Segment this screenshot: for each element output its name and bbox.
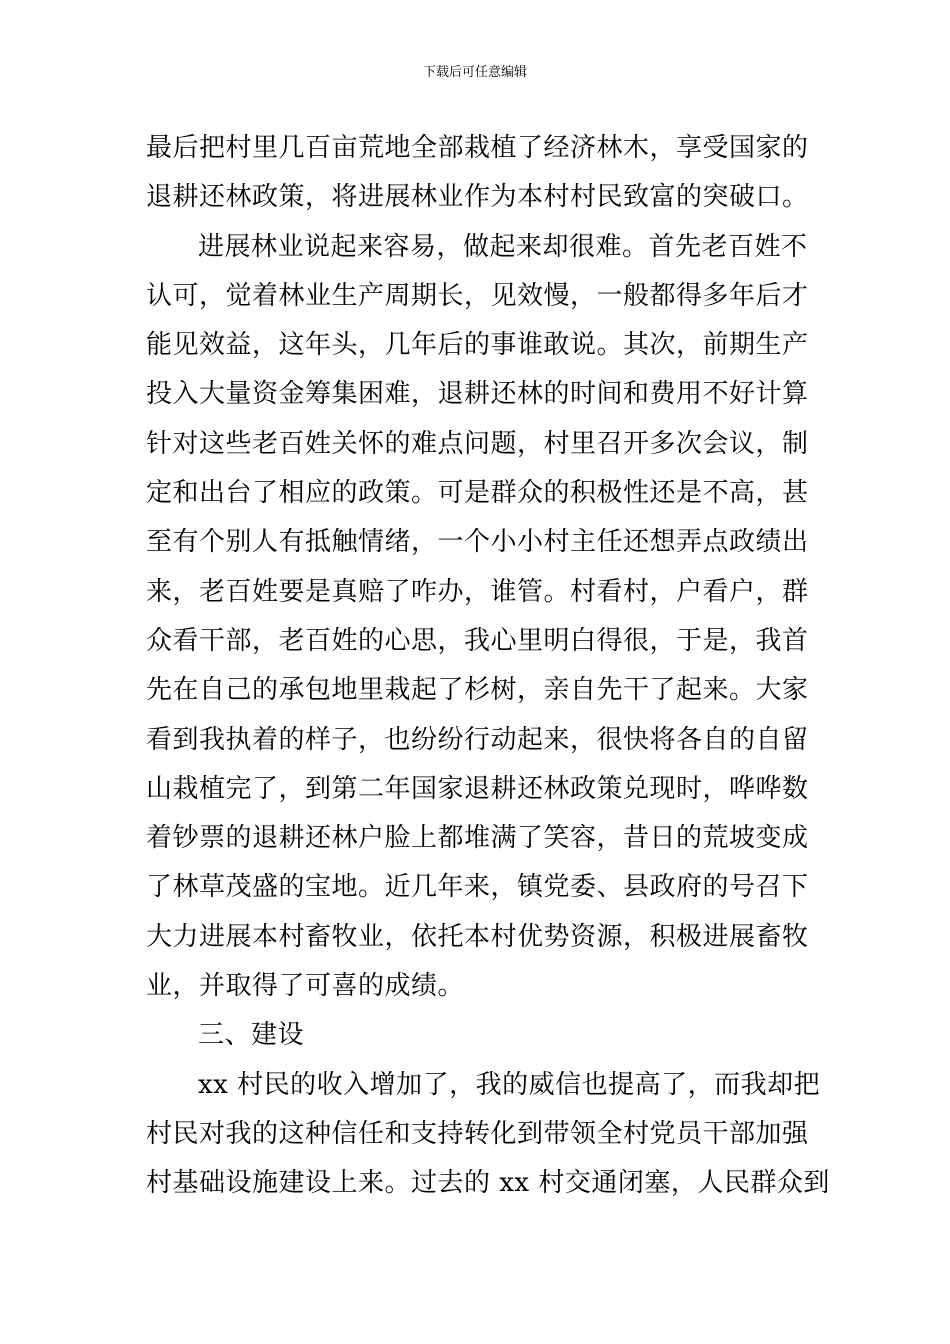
text-line: 先在自己的承包地里栽起了杉树，亲自先干了起来。大家 bbox=[146, 675, 809, 706]
text-line: xx 村民的收入增加了，我的威信也提高了，而我却把 bbox=[198, 1069, 821, 1100]
text-line: 业，并取得了可喜的成绩。 bbox=[146, 971, 465, 1002]
text-line: 进展林业说起来容易，做起来却很难。首先老百姓不 bbox=[198, 231, 808, 262]
body-text bbox=[146, 124, 830, 1209]
text-line: 最后把村里几百亩荒地全部栽植了经济林木，享受国家的 bbox=[146, 133, 809, 163]
text-line: 村民对我的这种信任和支持转化到带领全村党员干部加强 bbox=[146, 1118, 809, 1149]
text-line: 了林草茂盛的宝地。近几年来，镇党委、县政府的号召下 bbox=[146, 872, 809, 903]
text-line: 针对这些老百姓关怀的难点问题，村里召开多次会议，制 bbox=[146, 428, 809, 459]
text-line: 投入大量资金筹集困难，退耕还林的时间和费用不好计算 bbox=[146, 379, 809, 410]
text-line: 众看干部，老百姓的心思，我心里明白得很，于是，我首 bbox=[146, 625, 809, 656]
text-line: 看到我执着的样子，也纷纷行动起来，很快将各自的自留 bbox=[146, 724, 809, 755]
text-line: 至有个别人有抵触情绪，一个小小村主任还想弄点政绩出 bbox=[146, 527, 809, 558]
text-line: 三、建设 bbox=[198, 1020, 305, 1051]
text-line: 能见效益，这年头，几年后的事谁敢说。其次，前期生产 bbox=[146, 330, 809, 361]
text-line: 来，老百姓要是真赔了咋办，谁管。村看村，户看户，群 bbox=[146, 576, 809, 607]
text-line: 着钞票的退耕还林户脸上都堆满了笑容，昔日的荒坡变成 bbox=[146, 823, 809, 854]
text-line: 大力进展本村畜牧业，依托本村优势资源，积极进展畜牧 bbox=[146, 921, 809, 952]
text-line: 山栽植完了，到第二年国家退耕还林政策兑现时，哗哗数 bbox=[146, 773, 809, 804]
text-line: 村基础设施建设上来。过去的 xx 村交通闭塞，人民群众到 bbox=[146, 1168, 830, 1199]
text-line: 定和出台了相应的政策。可是群众的积极性还是不高，甚 bbox=[146, 478, 809, 509]
text-line: 认可，觉着林业生产周期长，见效慢，一般都得多年后才 bbox=[146, 280, 809, 311]
text-line: 退耕还林政策，将进展林业作为本村村民致富的突破口。 bbox=[146, 182, 809, 213]
page-header: 下载后可任意编辑 bbox=[422, 65, 527, 80]
